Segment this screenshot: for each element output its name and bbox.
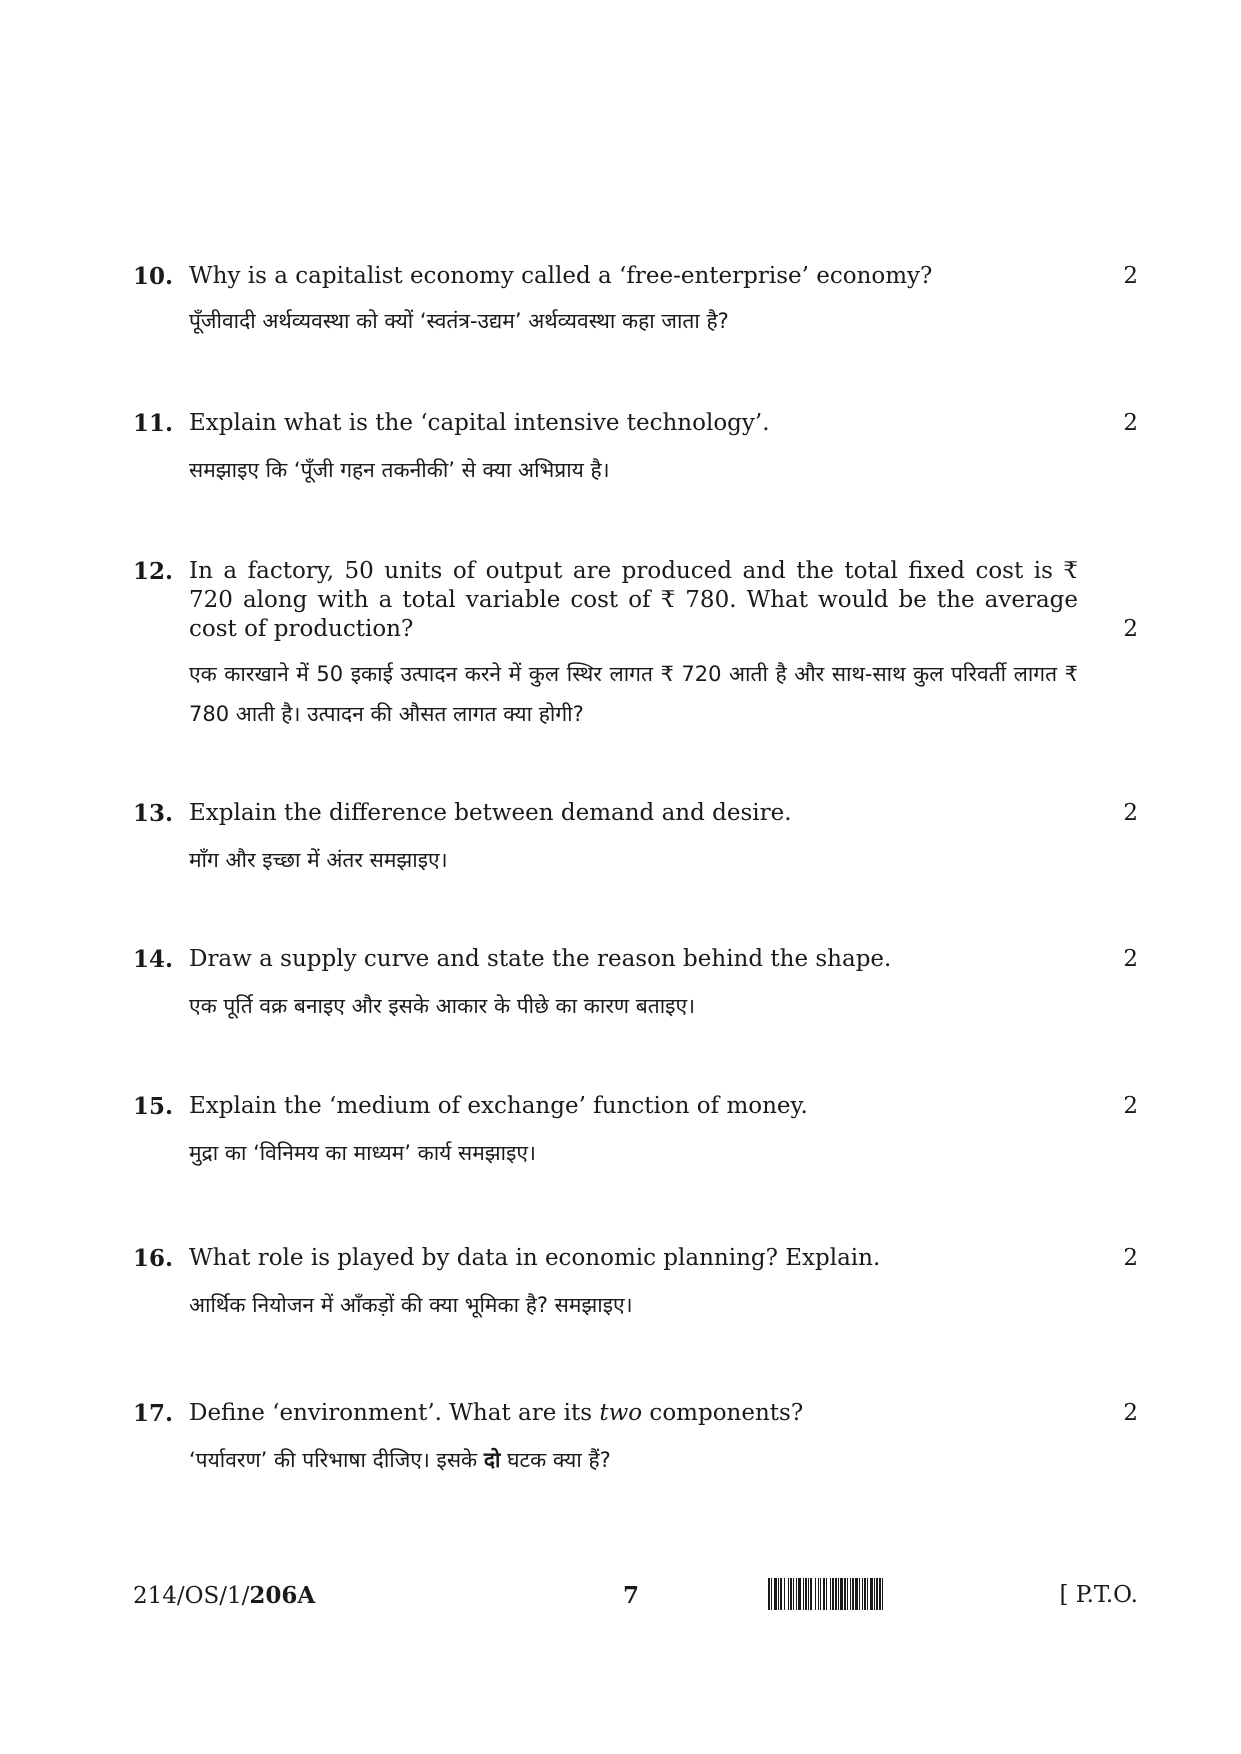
question-10 xyxy=(133,262,1138,341)
question-number: 13. xyxy=(133,800,174,827)
pto-label: [ P.T.O. xyxy=(1059,1582,1138,1608)
question-number: 10. xyxy=(133,263,174,290)
question-marks: 2 xyxy=(1123,800,1138,826)
question-text-english: What role is played by data in economic planning? Explain. xyxy=(189,1245,881,1271)
question-text-english: Why is a capitalist economy called a ‘free-enterprise’ economy? xyxy=(189,263,933,289)
paper-code xyxy=(133,1582,315,1609)
question-marks: 2 xyxy=(1123,616,1138,642)
page-number: 7 xyxy=(623,1582,640,1609)
question-marks: 2 xyxy=(1123,1400,1138,1426)
question-13 xyxy=(133,799,1138,880)
question-marks: 2 xyxy=(1123,1093,1138,1119)
question-marks: 2 xyxy=(1123,946,1138,972)
question-marks: 2 xyxy=(1123,410,1138,436)
barcode-bar xyxy=(883,1578,886,1610)
question-text-hindi: आर्थिक नियोजन में आँकड़ों की क्या भूमिका है? समझाइए। xyxy=(189,1293,633,1317)
question-text-english: In a factory, 50 units of output are produced and the total fixed cost is ₹ 720 along with a total variable cost of ₹ 780. What would be the average cost of production? xyxy=(189,558,1078,642)
question-marks: 2 xyxy=(1123,1245,1138,1271)
question-text-hindi: मुद्रा का ‘विनिमय का माध्यम’ कार्य समझाइए। xyxy=(189,1141,536,1165)
question-number: 16. xyxy=(133,1245,174,1272)
question-number: 14. xyxy=(133,946,174,973)
page-footer xyxy=(133,1578,1138,1614)
paper-code-prefix: 214/OS/1/ xyxy=(133,1583,250,1609)
paper-code-suffix: 206A xyxy=(249,1582,316,1609)
question-number: 11. xyxy=(133,410,174,437)
question-text-english: Explain the difference between demand and desire. xyxy=(189,800,792,826)
question-text-hindi: एक पूर्ति वक्र बनाइए और इसके आकार के पीछे का कारण बताइए। xyxy=(189,994,696,1018)
question-14 xyxy=(133,945,1138,1026)
question-text-hindi: माँग और इच्छा में अंतर समझाइए। xyxy=(189,848,448,872)
question-text-english: Explain the ‘medium of exchange’ function of money. xyxy=(189,1093,808,1119)
question-number: 15. xyxy=(133,1093,174,1120)
question-15 xyxy=(133,1092,1138,1173)
question-12 xyxy=(133,557,1138,734)
question-text-hindi: पूँजीवादी अर्थव्यवस्था को क्यों ‘स्वतंत्र-उद्यम’ अर्थव्यवस्था कहा जाता है? xyxy=(189,309,729,333)
question-text-hindi: ‘पर्यावरण’ की परिभाषा दीजिए। इसके दो घटक क्या हैं? xyxy=(189,1448,611,1472)
question-text-english: Draw a supply curve and state the reason behind the shape. xyxy=(189,946,892,972)
question-marks: 2 xyxy=(1123,263,1138,289)
barcode xyxy=(768,1578,1038,1610)
question-text-english: Explain what is the ‘capital intensive technology’. xyxy=(189,410,770,436)
question-text-hindi: समझाइए कि ‘पूँजी गहन तकनीकी’ से क्या अभिप्राय है। xyxy=(189,458,610,482)
question-text-english: Define ‘environment’. What are its two components? xyxy=(189,1400,804,1426)
question-number: 17. xyxy=(133,1400,174,1427)
question-11 xyxy=(133,409,1138,490)
question-16 xyxy=(133,1244,1138,1325)
question-17 xyxy=(133,1399,1138,1480)
question-text-hindi: एक कारखाने में 50 इकाई उत्पादन करने में कुल स्थिर लागत ₹ 720 आती है और साथ-साथ कुल परिवर्ती लागत ₹ 780 आती है। उत्पादन की औसत लागत क्या होगी? xyxy=(189,662,1078,726)
question-number: 12. xyxy=(133,558,174,585)
